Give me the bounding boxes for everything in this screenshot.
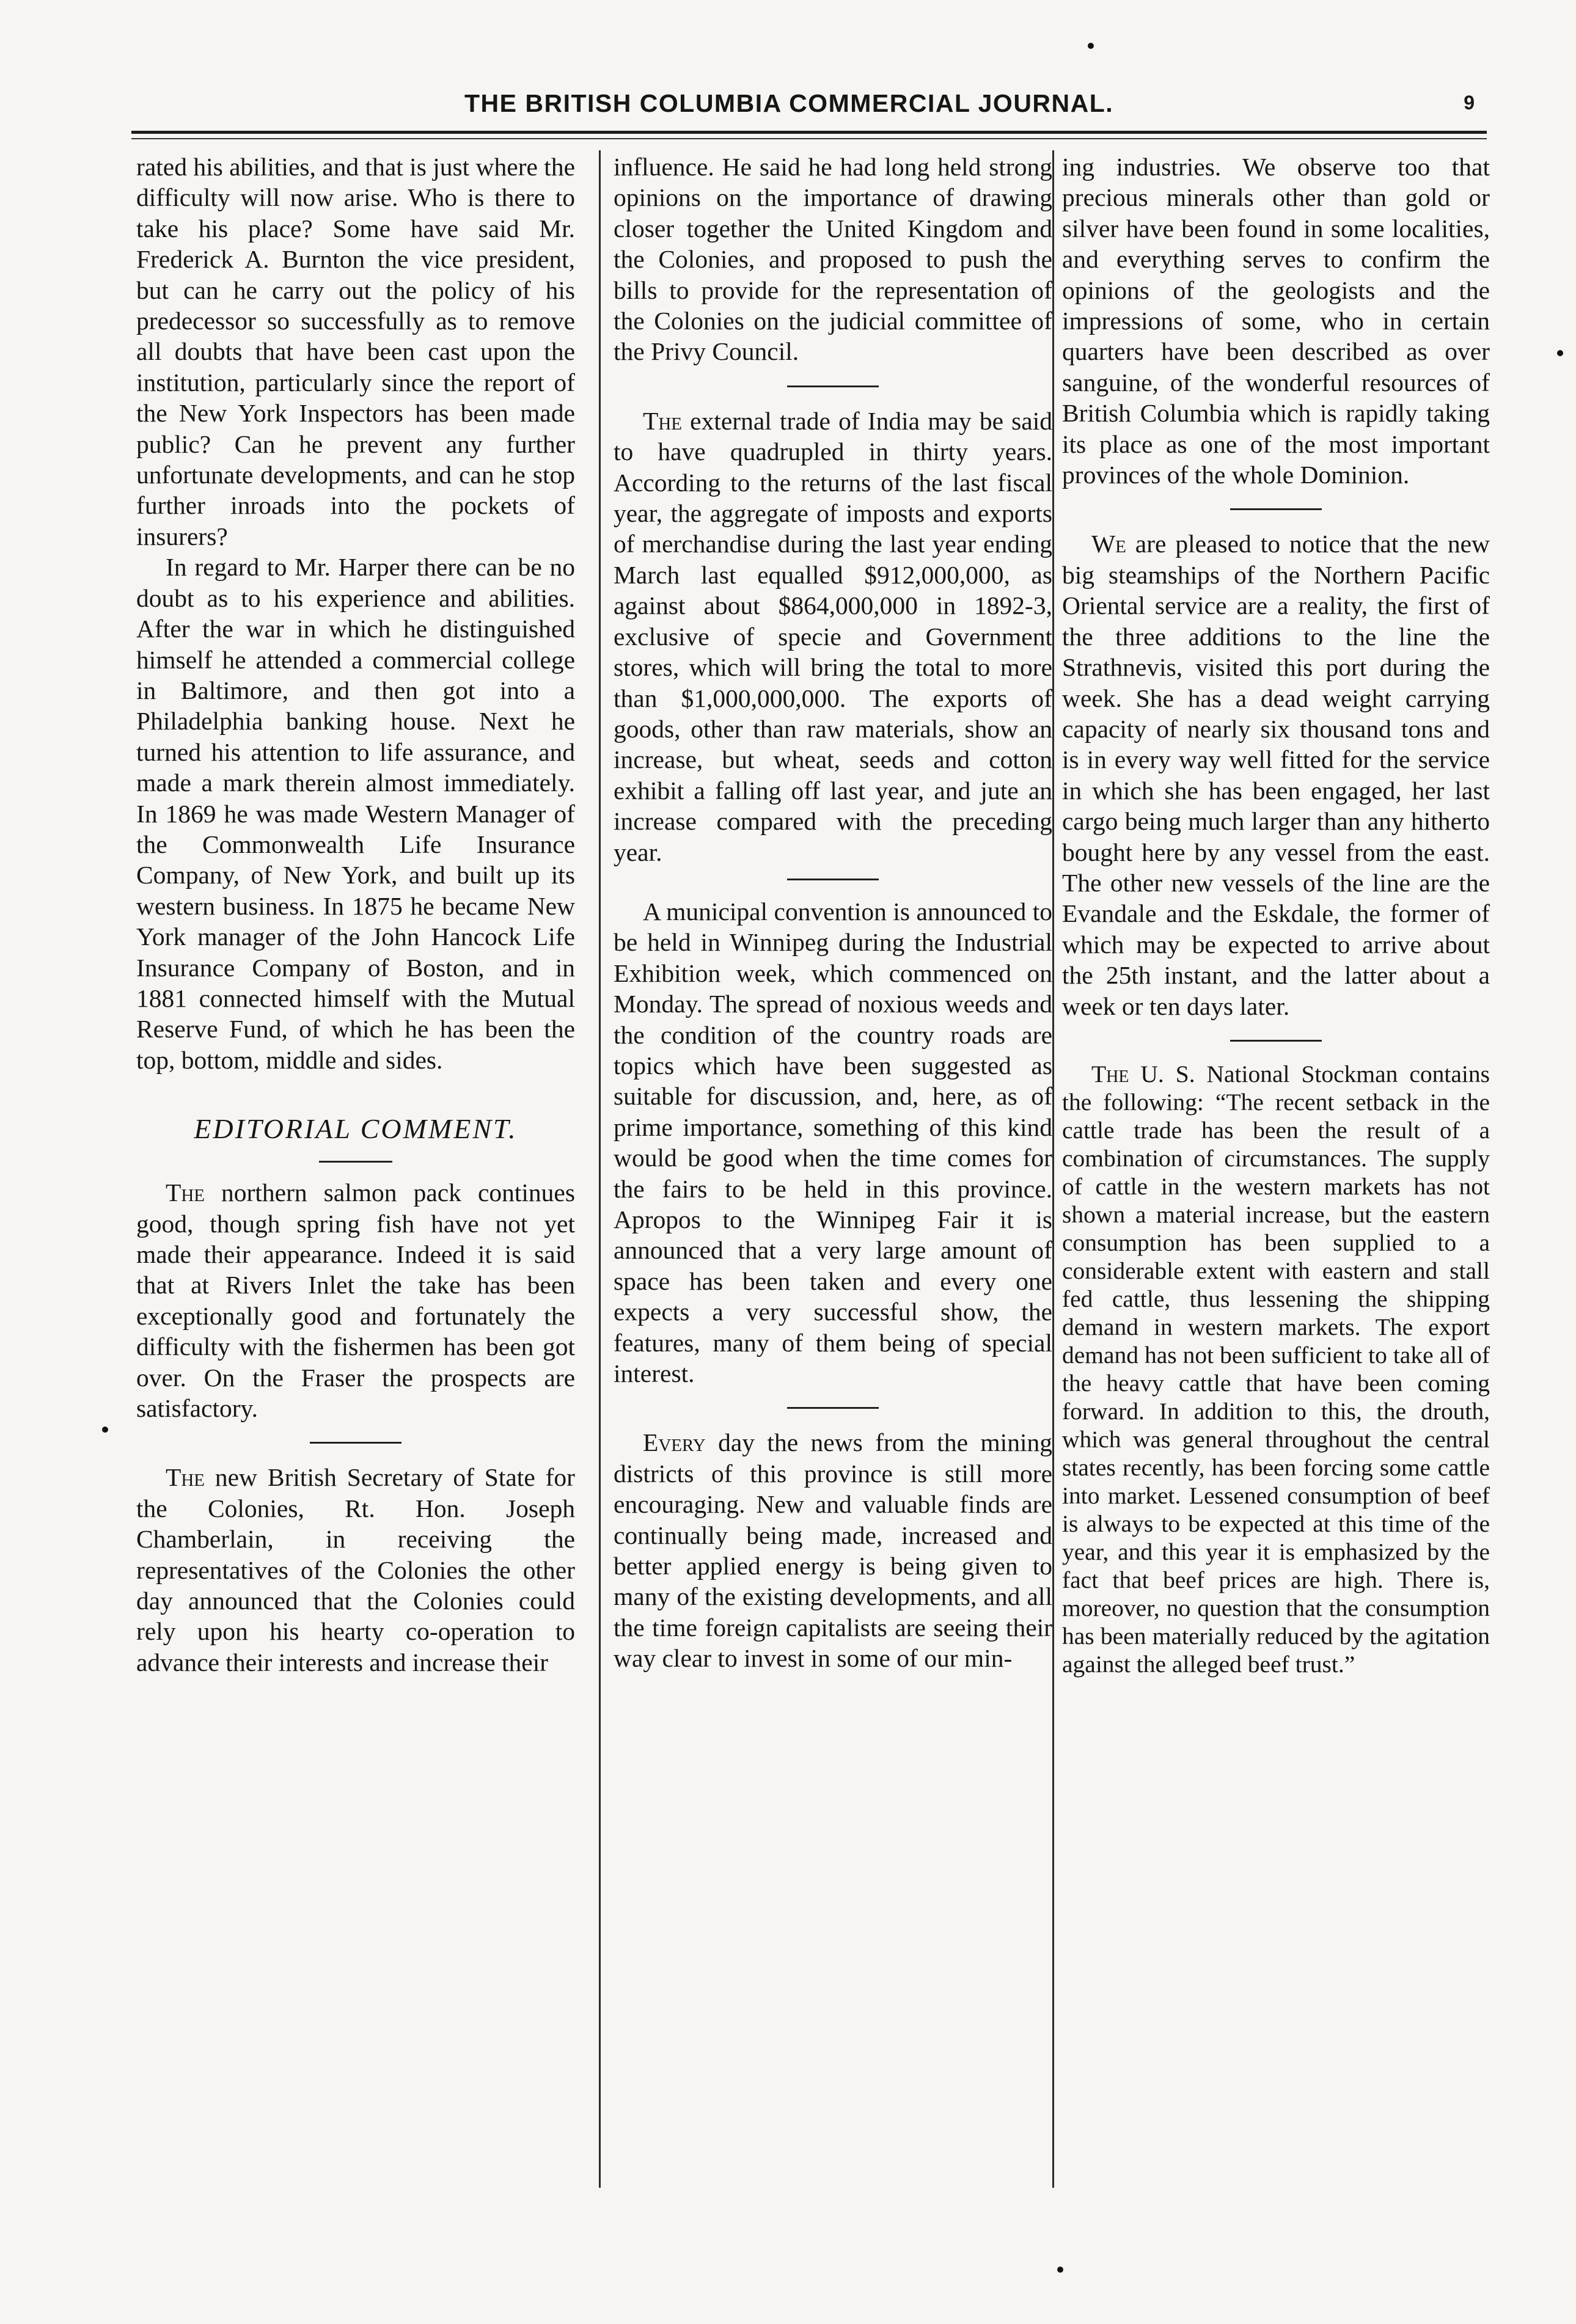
paragraph — [136, 1462, 575, 1678]
heading-rule — [319, 1161, 392, 1163]
paragraph: In regard to Mr. Harper there can be no doubt as to his experience and abilities. After the war in which he distinguished himself he attended a commercial college in Baltimore, and then got into a Philadelphia banking house. Next he turned his attention to life assurance, and made a mark therein almost immediately. In 1869 he was made Western Manager of the Commonwealth Life Insurance Company, of New York, and built up its western business. In 1875 he became New York manager of the John Hancock Life Insurance Company of Boston, and in 1881 connected himself with the Mutual Reserve Fund, of which he has been the top, bottom, middle and sides. — [136, 553, 575, 1074]
lead-word: The — [643, 406, 683, 435]
print-speck — [102, 1427, 108, 1433]
paragraph — [614, 406, 1052, 868]
lead-word: Every — [643, 1428, 706, 1457]
column-divider — [599, 150, 601, 2188]
paragraph: ing industries. We observe too that precious minerals other than gold or silver have been found in some localities, and everything serves to confirm the opinions of the geologists and the impressions of some, who in certain quarters have been described as over sanguine, of the wonderful resources of British Columbia which is rapidly taking its place as one of the most important provinces of the whole Dominion. — [1062, 153, 1490, 489]
section-heading: EDITORIAL COMMENT. — [194, 1113, 518, 1145]
column-2 — [614, 152, 1052, 1674]
paragraph-text: are pleased to notice that the new big steamships of the Northern Pacific Oriental service are a reality, the first of the three additions to the line the Strathnevis, visited this port during the week. She has a dead weight carrying capacity of nearly six thousand tons and is in every way well fitted for the service in which she has been engaged, her last cargo being much larger than any hitherto bought here by any vessel from the east. The other new vessels of the line are the Evandale and the Eskdale, the former of which may be expected to arrive about the 25th instant, and the latter about a week or ten days later. — [1062, 530, 1490, 1020]
separator-rule — [787, 386, 879, 387]
column-3 — [1062, 152, 1490, 1678]
print-speck — [1088, 43, 1094, 49]
lead-word: The — [166, 1178, 205, 1207]
paragraph — [136, 1177, 575, 1423]
lead-word: The — [1091, 1060, 1129, 1087]
journal-title: THE BRITISH COLUMBIA COMMERCIAL JOURNAL. — [464, 89, 1114, 117]
paragraph-text: new British Secretary of State for the Colonies, Rt. Hon. Joseph Chamberlain, in receiving the representatives of the Colonies the other day announced that the Colonies could rely upon his hearty co-operation to advance their interests and increase their — [136, 1463, 575, 1676]
paragraph — [614, 1427, 1052, 1673]
paragraph — [1062, 1060, 1490, 1678]
separator-rule — [1230, 1040, 1322, 1042]
separator-rule — [310, 1442, 401, 1444]
lead-word: The — [166, 1463, 205, 1492]
print-speck — [1057, 2267, 1063, 2273]
column-divider — [1052, 150, 1054, 2188]
paragraph: influence. He said he had long held strong opinions on the importance of drawing closer together the United Kingdom and the Colonies, and proposed to push the bills to provide for the representation of the Colonies on the judicial committee of the Privy Council. — [614, 153, 1052, 366]
separator-rule — [1230, 508, 1322, 510]
separator-rule — [787, 1407, 879, 1409]
separator-rule — [787, 879, 879, 880]
column-1 — [136, 152, 575, 1678]
paragraph-text: day the news from the mining districts of this province is still more encouraging. New and valuable finds are continually being made, increased and better applied energy is being given to many of the existing developments, and all the time foreign capitalists are seeing their way clear to invest in some of our min- — [614, 1428, 1052, 1673]
paragraph: A municipal convention is announced to be held in Winnipeg during the Industrial Exhibition week, which commenced on Monday. The spread of noxious weeds and the condition of the country roads are topics which have been suggested as suitable for discussion, and, here, as of prime importance, something of this kind would be good when the time comes for the fairs to be held in this province. Apropos to the Winnipeg Fair it is announced that a very large amount of space has been taken and every one expects a very successful show, the features, many of them being of special interest. — [614, 897, 1052, 1388]
page-number: 9 — [1464, 92, 1475, 114]
paragraph-text: U. S. National Stockman contains the following: “The recent setback in the cattle trade has been the result of a combination of circumstances. The supply of cattle in the western markets has not shown a material increase, but the eastern consumption has been supplied to a considerable extent with eastern and stall fed cattle, thus lessening the shipping demand in western markets. The export demand has not been sufficient to take all of the heavy cattle that have been coming forward. In addition to this, the drouth, which was general throughout the central states recently, has been forcing some cattle into market. Lessened consumption of beef is always to be expected at this time of the year, and this year it is emphasized by the fact that beef prices are high. There is, moreover, no question that the consumption has been materially reduced by the agitation against the alleged beef trust.” — [1062, 1060, 1490, 1678]
paragraph — [1062, 528, 1490, 1021]
page-header — [131, 87, 1482, 130]
header-rule-thin — [131, 138, 1487, 139]
paragraph: rated his abilities, and that is just where the difficulty will now arise. Who is there to take his place? Some have said Mr. Frederick A. Burnton the vice president, but can he carry out the policy of his predecessor so successfully as to remove all doubts that have been cast upon the institution, particularly since the report of the New York Inspectors has been made public? Can he prevent any further unfortunate developments, and can he stop further inroads into the pockets of insurers? — [136, 153, 576, 550]
print-speck — [1557, 350, 1563, 356]
paragraph-text: northern salmon pack continues good, though spring fish have not yet made their appearance. Indeed it is said that at Rivers Inlet the take has been exceptionally good and fortunately the difficulty with the fishermen has been got over. On the Fraser the prospects are satisfactory. — [136, 1178, 575, 1423]
lead-word: We — [1091, 530, 1126, 558]
header-rule — [131, 131, 1487, 134]
paragraph-text: external trade of India may be said to have quadrupled in thirty years. According to the returns of the last fiscal year, the aggregate of imposts and exports of merchandise during the last year ending March last equalled $912,000,000, as against about $864,000,000 in 1892-3, exclusive of specie and Government stores, which will bring the total to more than $1,000,000,000. The exports of goods, other than raw materials, show an increase, but wheat, seeds and cotton exhibit a falling off last year, and jute an increase compared with the preceding year. — [614, 406, 1052, 866]
